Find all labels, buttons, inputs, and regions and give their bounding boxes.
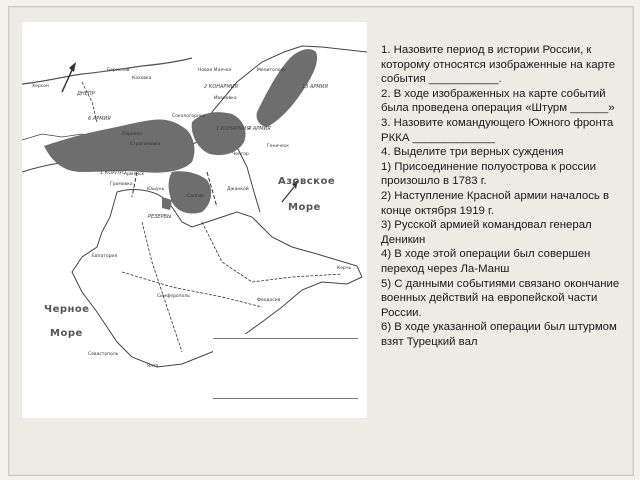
answer-blank-area bbox=[213, 334, 358, 404]
map-place: Джанкой bbox=[227, 187, 249, 192]
statement-3: 3) Русской армией командовал генерал Деникин bbox=[381, 219, 592, 246]
map-place: Каховка bbox=[132, 76, 152, 81]
map-place: Чонгар bbox=[232, 152, 249, 157]
map-place: Сокологорное bbox=[172, 114, 206, 119]
map-place: Громовка bbox=[110, 182, 133, 187]
army-label: 2 КОНАРМИЯ bbox=[204, 84, 238, 90]
army-label: 6 АРМИЯ bbox=[88, 116, 111, 122]
map-place: Симферополь bbox=[157, 294, 190, 299]
army-label: ДНЕПР bbox=[77, 91, 95, 97]
map-place: Строгановка bbox=[130, 142, 161, 147]
map-place: Юшунь bbox=[147, 187, 165, 192]
statement-6: 6) В ходе указанной операции был штурмом взят Турецкий вал bbox=[381, 321, 617, 348]
question-4: 4. Выделите три верных суждения bbox=[381, 146, 564, 159]
map-place: Херсон bbox=[32, 84, 49, 89]
question-2: 2. В ходе изображенных на карте событий была проведена операция «Штурм ______» bbox=[381, 87, 615, 115]
sea-label-azov-2: Море bbox=[288, 202, 321, 213]
map-place: Керчь bbox=[337, 266, 352, 271]
map-place: Евпатория bbox=[92, 254, 118, 259]
statement-1: 1) Присоединение полуострова к россии произошло в 1783 г. bbox=[381, 160, 596, 188]
question-1: 1. Назовите период в истории России, к которому относятся изображенные на карте события ___________. bbox=[381, 44, 616, 86]
map-place: Перекоп bbox=[122, 132, 143, 137]
army-label: 1 КОНАРМИЯ bbox=[216, 126, 250, 132]
map-place: Ивановка bbox=[214, 96, 237, 101]
map-place: Севастополь bbox=[88, 352, 119, 357]
army-label: 4 АРМИЯ bbox=[248, 126, 271, 132]
answer-line bbox=[213, 338, 358, 339]
army-label: 1 КОРПУС bbox=[100, 170, 126, 176]
army-label: 13 АРМИЯ bbox=[302, 84, 328, 90]
answer-line bbox=[213, 398, 358, 399]
statement-5: 5) С данными событиями связано окончание военных действий на европейской части России. bbox=[381, 277, 620, 319]
map-place: Ялта bbox=[147, 364, 159, 369]
questions-panel bbox=[381, 43, 621, 349]
map-place: Геническ bbox=[267, 144, 289, 149]
map-place: Новая Маячка bbox=[198, 68, 232, 73]
question-3: 3. Назовите командующего Южного фронта РККА _____________ bbox=[381, 116, 614, 144]
statement-2: 2) Наступление Красной армии началось в конце октября 1919 г. bbox=[381, 189, 610, 217]
map-place: Армянск bbox=[124, 172, 145, 177]
map-place: Салгир bbox=[187, 194, 204, 199]
sea-label-azov-1: Азовское bbox=[278, 176, 336, 187]
sea-label-black-1: Черное bbox=[44, 304, 90, 315]
map-place: Феодосия bbox=[257, 298, 281, 303]
sea-label-black-2: Море bbox=[50, 328, 83, 339]
map-place: Берислав bbox=[107, 68, 130, 73]
army-label: РЕЗЕРВЫ bbox=[148, 214, 172, 220]
statement-4: 4) В ходе этой операции был совершен переход через Ла-Манш bbox=[381, 248, 591, 275]
map-place: Мелитополь bbox=[257, 68, 287, 73]
